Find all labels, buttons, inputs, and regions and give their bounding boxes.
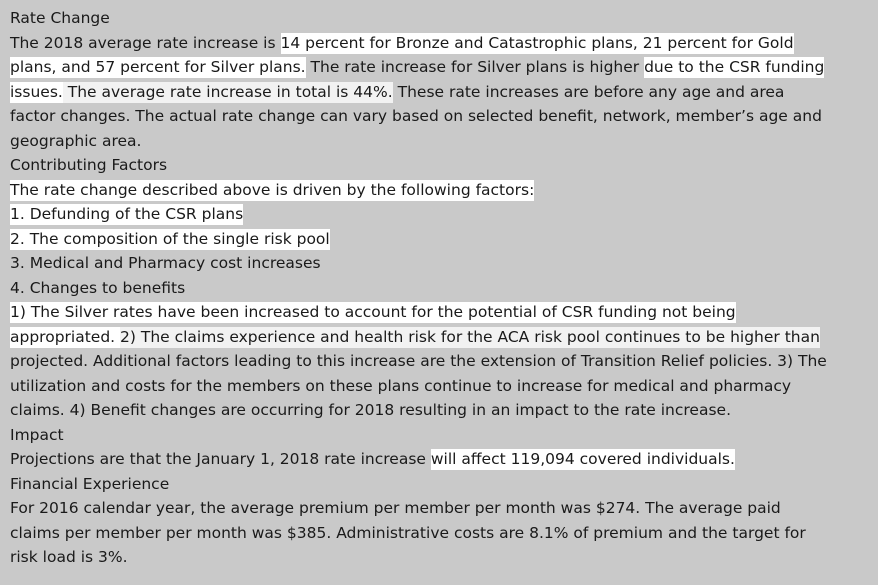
section-heading: Financial Experience — [10, 474, 170, 493]
text-line — [10, 129, 868, 154]
text-span: These rate increases are before any age and area — [392, 82, 785, 101]
highlighted-text-span: The average rate increase in total is 44%. — [62, 82, 393, 101]
highlighted-text-span: 2. The composition of the single risk pool — [10, 229, 330, 248]
section-heading: Rate Change — [10, 9, 110, 27]
text-span: utilization and costs for the members on these plans continue to increase for medical and pharmacy — [10, 376, 792, 395]
highlighted-text-span: appropriated. — [10, 327, 121, 346]
text-line — [10, 178, 868, 203]
text-span: For 2016 calendar year, the average premium per member per month was $274. The average paid — [10, 499, 781, 517]
text-line — [10, 227, 868, 252]
highlighted-text-span: plans, and — [10, 58, 96, 76]
text-span: claims. 4) Benefit changes are occurring for 2018 resulting in an impact to the rate increase. — [10, 401, 732, 419]
text-line — [10, 202, 868, 227]
text-line — [10, 80, 868, 105]
text-span: risk load is 3%. — [10, 548, 128, 566]
text-line — [10, 349, 868, 374]
text-span: projected. Additional factors leading to this increase are the extension of Transition Relief policies. 3) The — [10, 352, 827, 370]
text-line — [10, 300, 868, 325]
text-line — [10, 496, 868, 521]
text-line — [10, 545, 868, 570]
section-rate-change — [10, 6, 868, 153]
text-span: The rate increase for Silver plans is higher — [305, 58, 645, 76]
text-span: factor changes. The actual rate change can vary based on selected benefit, network, member’s age and — [10, 107, 822, 125]
section-financial-experience — [10, 472, 868, 570]
text-line — [10, 55, 868, 80]
highlighted-text-span: 1. Defunding of the CSR plans — [10, 205, 244, 223]
text-line — [10, 521, 868, 546]
section-contributing-factors — [10, 153, 868, 423]
text-span: 4. Changes to benefits — [10, 278, 186, 297]
text-line — [10, 251, 868, 276]
text-line — [10, 104, 868, 129]
section-heading: Contributing Factors — [10, 156, 168, 174]
section-heading: Impact — [10, 425, 64, 444]
highlighted-text-span: due to the CSR funding — [644, 58, 825, 76]
text-line — [10, 447, 868, 472]
text-span: The 2018 average rate increase is — [10, 33, 281, 52]
highlighted-text-span: 57 percent for Silver plans. — [95, 58, 306, 76]
text-span: Projections are that the January 1, 2018 rate increase — [10, 450, 431, 468]
highlighted-text-span: 2) The claims experience and health risk for the ACA risk pool continues to be higher than — [120, 327, 820, 346]
text-line — [10, 374, 868, 399]
section-impact — [10, 423, 868, 472]
highlighted-text-span: issues. — [10, 82, 63, 101]
text-line — [10, 325, 868, 350]
highlighted-text-span: 1) The Silver rates have been increased to account for the potential of CSR funding not being — [10, 303, 736, 321]
text-span: geographic area. — [10, 131, 142, 150]
highlighted-text-span: 14 percent for Bronze and Catastrophic plans, 21 percent for Gold — [280, 33, 794, 52]
text-line — [10, 398, 868, 423]
text-line — [10, 276, 868, 301]
document-sections — [10, 6, 868, 570]
text-span: claims per member per month was $385. Administrative costs are 8.1% of premium and the target for — [10, 523, 806, 542]
text-line — [10, 31, 868, 56]
highlighted-text-span: will affect 119,094 covered individuals. — [430, 450, 735, 468]
text-span: 3. Medical and Pharmacy cost increases — [10, 254, 321, 272]
highlighted-text-span: The rate change described above is driven by the following factors: — [10, 180, 535, 199]
